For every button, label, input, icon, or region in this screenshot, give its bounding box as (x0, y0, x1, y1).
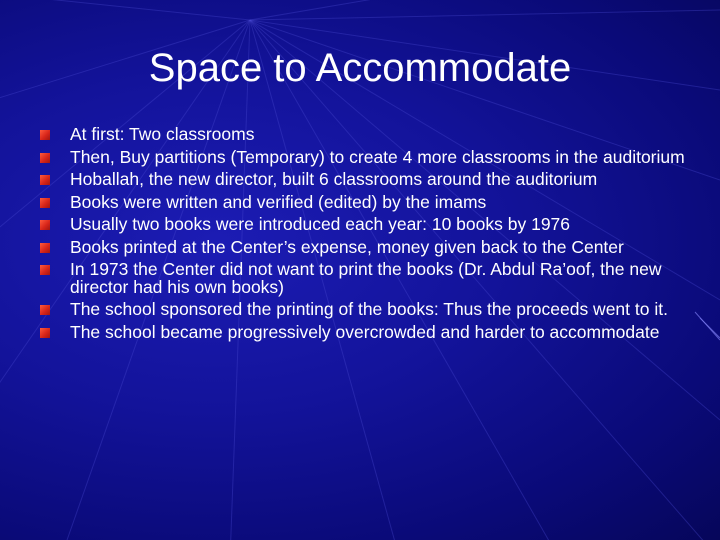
bullet-list (40, 126, 690, 346)
bullet-item (40, 301, 690, 319)
bullet-text: At first: Two classrooms (70, 124, 255, 144)
square-bullet-icon (40, 130, 50, 140)
square-bullet-icon (40, 220, 50, 230)
square-bullet-icon (40, 198, 50, 208)
bullet-item (40, 216, 690, 234)
bullet-item (40, 146, 690, 167)
bullet-item (40, 261, 690, 296)
square-bullet-icon (40, 243, 50, 253)
bullet-text: The school became progressively overcrowded and harder to accommodate (70, 321, 660, 342)
bullet-item (40, 321, 690, 342)
bullet-text: The school sponsored the printing of the books: Thus the proceeds went to it. (70, 299, 668, 319)
square-bullet-icon (40, 328, 50, 338)
square-bullet-icon (40, 153, 50, 163)
square-bullet-icon (40, 265, 50, 275)
square-bullet-icon (40, 175, 50, 185)
bullet-text: Books printed at the Center’s expense, money given back to the Center (70, 236, 624, 257)
bullet-text: Hoballah, the new director, built 6 classrooms around the auditorium (70, 169, 598, 189)
bullet-text: Books were written and verified (edited) by the imams (70, 191, 487, 212)
slide-title: Space to Accommodate (148, 46, 572, 90)
bullet-text: Then, Buy partitions (Temporary) to create 4 more classrooms in the auditorium (70, 146, 685, 167)
bullet-item (40, 236, 690, 257)
bullet-item (40, 191, 690, 212)
bullet-text: In 1973 the Center did not want to print the books (Dr. Abdul Ra’oof, the new director had his own books) (70, 259, 662, 297)
square-bullet-icon (40, 305, 50, 315)
bullet-item (40, 126, 690, 144)
bullet-text: Usually two books were introduced each year: 10 books by 1976 (70, 214, 571, 234)
bullet-item (40, 171, 690, 189)
